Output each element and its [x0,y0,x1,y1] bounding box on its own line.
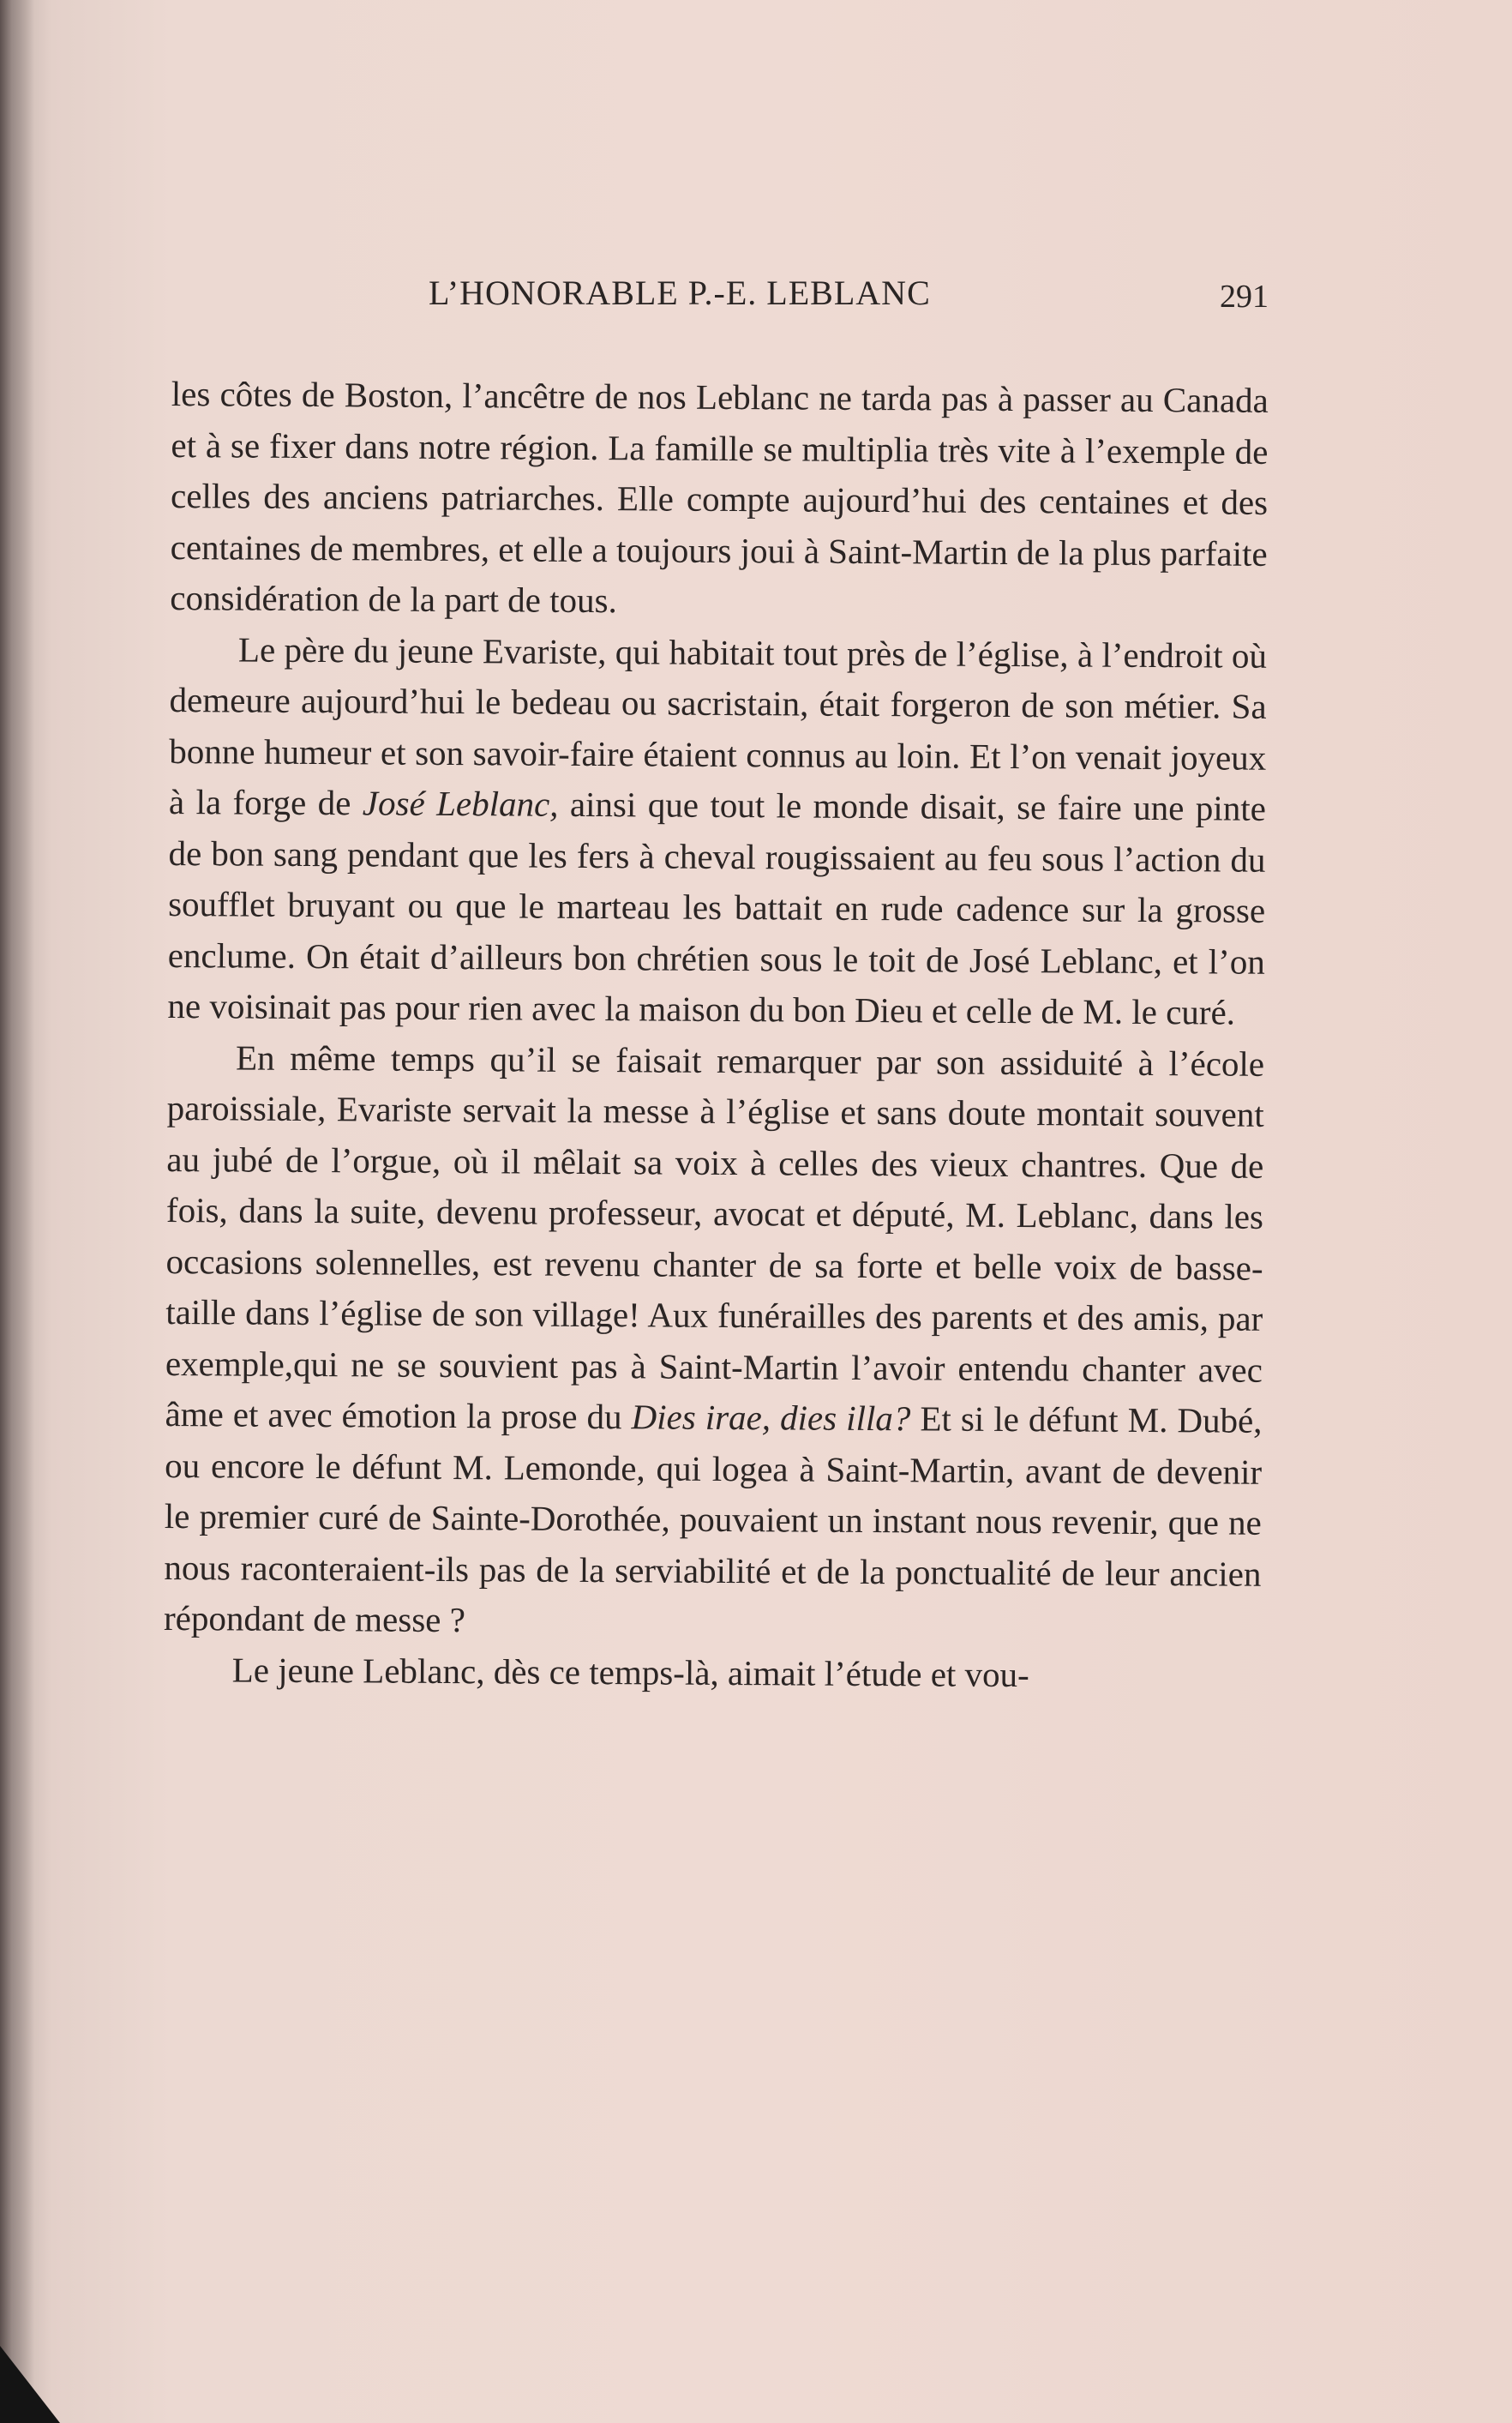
paragraph-4 [164,1644,1261,1701]
text-segment: ainsi que tout le monde disait, se faire une pinte de bon sang pendant que les fers à cheval rougissaient au feu sous l’action du soufflet bruyant ou que le marteau les battait en rude cadence sur la grosse enclume. On était d’ailleurs bon chrétien sous le toit de José Leblanc, et l’on ne voisinait pas pour rien avec la maison du bon Dieu et celle de M. le curé. [167,784,1267,1032]
paragraph-2 [167,623,1267,1038]
running-head: L’HONORABLE P.-E. LEBLANC [429,274,931,312]
paragraph-3 [164,1031,1264,1650]
body-text [164,369,1269,1702]
text-segment: les côtes de Boston, l’ancêtre de nos Leblanc ne tarda pas à passer au Canada et à se fixer dans notre région. La famille se multiplia très vite à l’exemple de celles des anciens patriarches. Elle compte aujourd’hui des centaines et des centaines de membres, et elle a toujours joui à Saint-Martin de la plus parfaite considération de la part de tous. [170,373,1269,621]
text-segment: Le jeune Leblanc, dès ce temps-là, aimait l’étude et vou- [231,1649,1029,1694]
italic-name: José Leblanc, [362,783,559,824]
text-segment: En même temps qu’il se faisait remarquer par son assiduité à l’école paroissiale, Evariste servait la messe à l’église et sans doute montait souvent au jubé de l’orgue, où il mêlait sa voix à celles des vieux chantres. Que de fois, dans la suite, devenu professeur, avocat et député, M. Leblanc, dans les occasions solennelles, est revenu chanter de sa forte et belle voix de basse-taille dans l’église de son village! Aux funérailles des parents et des amis, par exemple,qui ne se souvient pas à Saint-Martin l’avoir entendu chanter avec âme et avec émotion la prose du [165,1037,1265,1437]
page-corner-shadow [0,2346,60,2423]
italic-latin-quote: Dies irae, dies illa? [631,1397,911,1439]
text-segment: Le père du jeune Evariste, qui habitait tout près de l’église, à l’endroit où demeure aujourd’hui le bedeau ou sacristain, était forgeron de son métier. Sa bonne humeur et son savoir-faire étaient connus au loin. Et l’on venait joyeux à la forge de [168,628,1268,823]
binding-shadow [0,0,34,2423]
paragraph-1 [170,369,1269,630]
page-header [171,273,1269,324]
text-segment: Et si le défunt M. Dubé, ou encore le défunt M. Lemonde, qui logea à Saint-Martin, avant de devenir le premier curé de Sainte-Dorothée, pouvaient un instant nous revenir, que ne nous raconteraient-ils pas de la serviabilité et de la ponctualité de leur ancien répondant de messe ? [163,1398,1263,1640]
page-number: 291 [1220,279,1269,315]
